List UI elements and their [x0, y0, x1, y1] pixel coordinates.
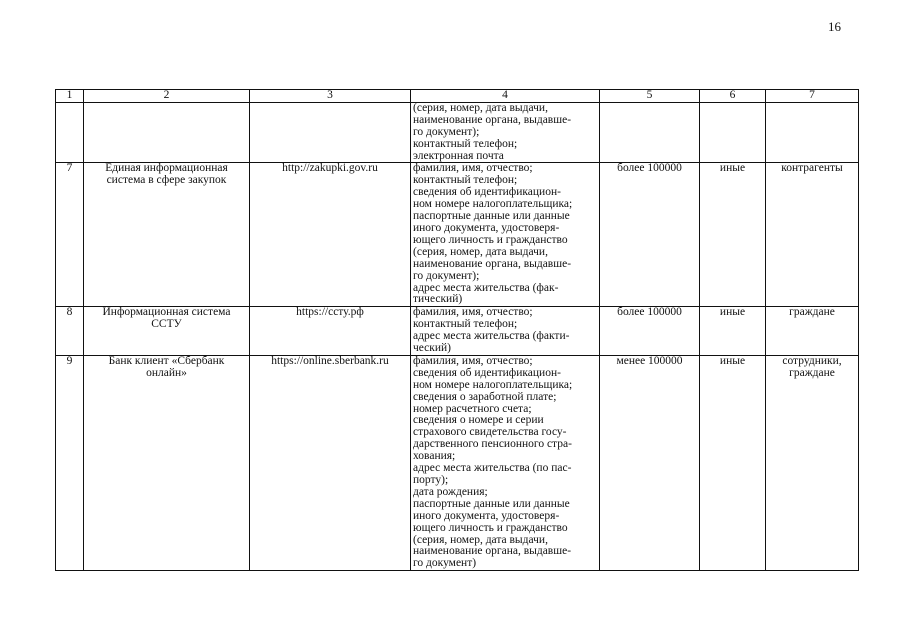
- cell-line: контрагенты: [781, 162, 843, 175]
- cell-line: порту);: [413, 474, 449, 486]
- subjects-cell: [766, 102, 859, 163]
- cell-line: электронная почта: [413, 149, 504, 162]
- cell-line: хования;: [413, 450, 456, 463]
- subjects-cell: [766, 355, 859, 570]
- category-cell: иные: [700, 307, 766, 356]
- cell-line: го документ): [413, 557, 477, 570]
- cell-line: граждане: [789, 366, 835, 379]
- cell-line: Информационная система: [102, 306, 231, 319]
- page-number: 16: [828, 19, 841, 34]
- row-number-cell: [56, 102, 84, 163]
- cell-line: номер расчетного счета;: [413, 402, 532, 415]
- cell-line: страхового свидетельства госу-: [413, 426, 567, 439]
- row-number-cell: 8: [56, 307, 84, 356]
- cell-line: го документ);: [413, 125, 480, 138]
- column-number-header: 6: [700, 90, 766, 103]
- cell-line: наименование органа, выдавше-: [413, 257, 572, 270]
- cell-line: иного документа, удостоверя-: [413, 509, 560, 522]
- cell-line: адрес места жительства (факти-: [413, 330, 570, 343]
- cell-line: контактный телефон;: [413, 318, 518, 331]
- cell-line: ющего личность и гражданство: [413, 233, 568, 246]
- table-row: [56, 307, 859, 356]
- cell-line: Единая информационная: [105, 162, 228, 175]
- volume-cell: менее 100000: [600, 355, 700, 570]
- cell-line: ном номере налогоплательщика;: [413, 198, 573, 211]
- cell-line: адрес места жительства (фак-: [413, 281, 559, 294]
- cell-line: ющего личность и гражданство: [413, 521, 568, 534]
- url-cell: https://online.sberbank.ru: [250, 355, 411, 570]
- category-cell: [700, 102, 766, 163]
- cell-line: дарственного пенсионного стра-: [413, 438, 572, 451]
- column-number-header: 4: [411, 90, 600, 103]
- category-cell: иные: [700, 163, 766, 307]
- column-number-header: 1: [56, 90, 84, 103]
- cell-line: сотрудники,: [782, 354, 842, 367]
- column-number-header: 2: [84, 90, 250, 103]
- cell-line: (серия, номер, дата выдачи,: [413, 101, 548, 114]
- personal-data-cell: [411, 102, 600, 163]
- cell-line: фамилия, имя, отчество;: [413, 306, 533, 319]
- system-name-cell: [84, 307, 250, 356]
- column-number-header: 7: [766, 90, 859, 103]
- volume-cell: более 100000: [600, 163, 700, 307]
- personal-data-cell: [411, 307, 600, 356]
- cell-line: ном номере налогоплательщика;: [413, 378, 573, 391]
- table-row: [56, 163, 859, 307]
- system-name-cell: [84, 355, 250, 570]
- cell-line: сведения о заработной плате;: [413, 390, 557, 403]
- column-number-header: 3: [250, 90, 411, 103]
- table-header-row: [56, 90, 859, 103]
- system-name-cell: [84, 102, 250, 163]
- cell-line: (серия, номер, дата выдачи,: [413, 533, 548, 546]
- cell-line: онлайн»: [146, 366, 187, 379]
- url-cell: [250, 102, 411, 163]
- url-cell: https://ссту.рф: [250, 307, 411, 356]
- cell-line: наименование органа, выдавше-: [413, 113, 572, 126]
- table-row: [56, 355, 859, 570]
- cell-line: сведения о номере и серии: [413, 414, 544, 427]
- cell-line: адрес места жительства (по пас-: [413, 462, 572, 475]
- cell-line: паспортные данные или данные: [413, 497, 570, 510]
- url-cell: http://zakupki.gov.ru: [250, 163, 411, 307]
- volume-cell: [600, 102, 700, 163]
- cell-line: контактный телефон;: [413, 174, 518, 187]
- cell-line: сведения об идентификацион-: [413, 186, 561, 199]
- column-number-header: 5: [600, 90, 700, 103]
- table-row-continuation: [56, 102, 859, 163]
- cell-line: сведения об идентификацион-: [413, 366, 561, 379]
- personal-data-cell: [411, 355, 600, 570]
- cell-line: наименование органа, выдавше-: [413, 545, 572, 558]
- system-name-cell: [84, 163, 250, 307]
- cell-line: Банк клиент «Сбербанк: [108, 354, 225, 367]
- personal-data-cell: [411, 163, 600, 307]
- row-number-cell: 7: [56, 163, 84, 307]
- subjects-cell: [766, 163, 859, 307]
- cell-line: иного документа, удостоверя-: [413, 221, 560, 234]
- cell-line: ССТУ: [151, 318, 182, 331]
- subjects-cell: [766, 307, 859, 356]
- cell-line: граждане: [789, 306, 835, 319]
- row-number-cell: 9: [56, 355, 84, 570]
- cell-line: фамилия, имя, отчество;: [413, 162, 533, 175]
- cell-line: система в сфере закупок: [106, 174, 227, 187]
- cell-line: ческий): [413, 342, 452, 355]
- cell-line: го документ);: [413, 269, 480, 282]
- cell-line: контактный телефон;: [413, 137, 518, 150]
- cell-line: тический): [413, 293, 463, 306]
- cell-line: (серия, номер, дата выдачи,: [413, 245, 548, 258]
- personal-data-systems-table: [55, 89, 859, 571]
- cell-line: дата рождения;: [413, 485, 488, 498]
- category-cell: иные: [700, 355, 766, 570]
- cell-line: паспортные данные или данные: [413, 210, 570, 223]
- volume-cell: более 100000: [600, 307, 700, 356]
- cell-line: фамилия, имя, отчество;: [413, 354, 533, 367]
